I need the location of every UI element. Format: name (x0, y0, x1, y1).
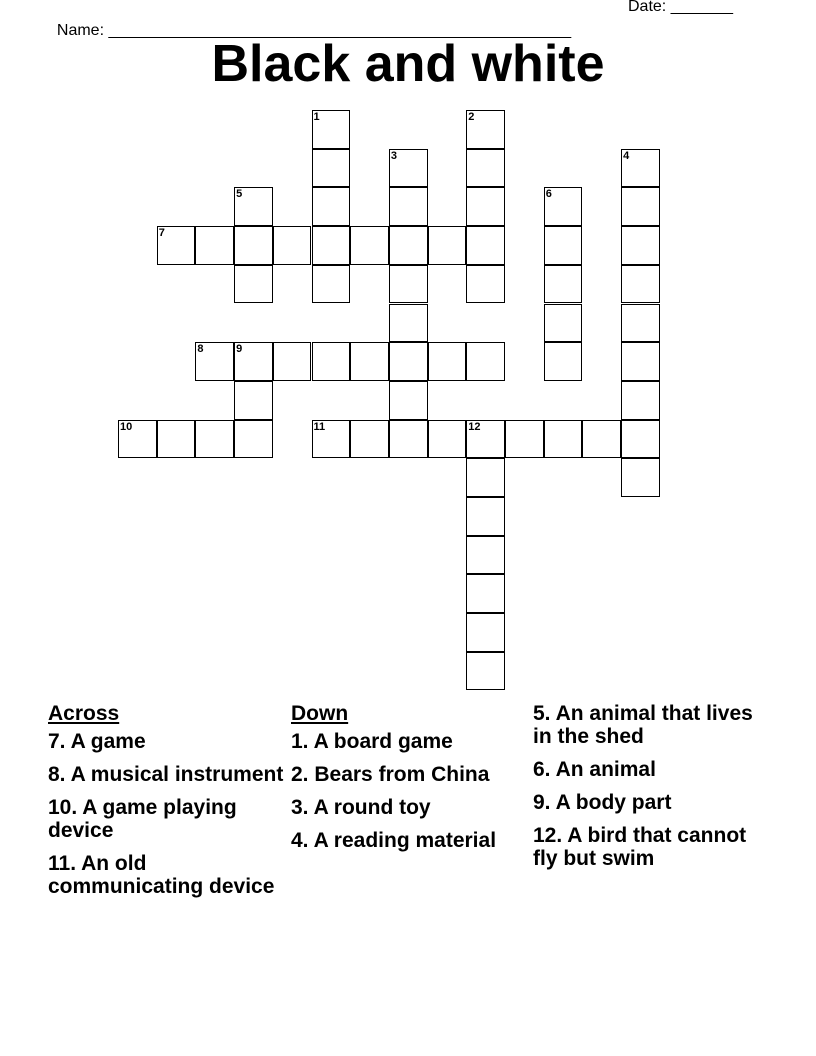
grid-cell[interactable] (621, 187, 660, 226)
cell-number: 5 (236, 188, 243, 201)
clue-down-5: 5. An animal that lives in the shed (533, 702, 753, 748)
grid-cell[interactable] (389, 342, 428, 381)
grid-cell[interactable] (466, 226, 505, 265)
grid-cell[interactable] (621, 226, 660, 265)
grid-cell[interactable] (312, 187, 351, 226)
cell-number: 8 (197, 343, 204, 356)
grid-cell[interactable] (621, 420, 660, 459)
name-field[interactable]: Name: ____________________________________________________ (56, 22, 572, 39)
grid-cell[interactable] (350, 226, 389, 265)
clue-across-7: 7. A game (48, 730, 146, 753)
grid-cell[interactable] (389, 149, 428, 188)
grid-cell[interactable] (466, 652, 505, 691)
grid-cell[interactable] (350, 420, 389, 459)
grid-cell[interactable] (621, 149, 660, 188)
grid-cell[interactable] (544, 420, 583, 459)
cell-number: 11 (313, 420, 326, 433)
grid-cell[interactable] (312, 342, 351, 381)
grid-cell[interactable] (544, 342, 583, 381)
cell-number: 3 (390, 149, 398, 162)
grid-cell[interactable] (389, 265, 428, 304)
cell-number: 10 (120, 420, 133, 433)
clue-down-6: 6. An animal (533, 758, 656, 781)
grid-cell[interactable] (312, 110, 351, 149)
grid-cell[interactable] (466, 265, 505, 304)
grid-cell[interactable] (389, 304, 428, 343)
grid-cell[interactable] (273, 342, 312, 381)
grid-cell[interactable] (157, 420, 196, 459)
clue-down-12: 12. A bird that cannot fly but swim (533, 824, 747, 870)
grid-cell[interactable] (118, 420, 157, 459)
grid-cell[interactable] (157, 226, 196, 265)
cell-number: 4 (623, 149, 630, 162)
grid-cell[interactable] (544, 304, 583, 343)
grid-cell[interactable] (466, 497, 505, 536)
grid-cell[interactable] (389, 187, 428, 226)
grid-cell[interactable] (195, 420, 234, 459)
grid-cell[interactable] (195, 226, 234, 265)
grid-cell[interactable] (621, 342, 660, 381)
grid-cell[interactable] (273, 226, 312, 265)
grid-cell[interactable] (544, 265, 583, 304)
grid-cell[interactable] (234, 342, 273, 381)
grid-cell[interactable] (466, 342, 505, 381)
grid-cell[interactable] (466, 458, 505, 497)
grid-cell[interactable] (466, 110, 505, 149)
grid-cell[interactable] (428, 226, 467, 265)
grid-cell[interactable] (466, 420, 505, 459)
grid-cell[interactable] (234, 265, 273, 304)
clue-down-9: 9. A body part (533, 791, 672, 814)
grid-cell[interactable] (312, 226, 351, 265)
date-field[interactable]: Date: _______ (628, 0, 733, 15)
grid-cell[interactable] (621, 458, 660, 497)
cell-number: 6 (545, 188, 552, 201)
grid-cell[interactable] (544, 226, 583, 265)
clue-across-10: 10. A game playing device (48, 796, 237, 842)
grid-cell[interactable] (234, 381, 273, 420)
grid-cell[interactable] (389, 420, 428, 459)
cell-number: 2 (468, 111, 475, 123)
grid-cell[interactable] (544, 187, 583, 226)
cell-number: 1 (313, 111, 320, 123)
grid-cell[interactable] (428, 420, 467, 459)
grid-cell[interactable] (621, 304, 660, 343)
clue-down-2: 2. Bears from China (291, 763, 490, 786)
grid-cell[interactable] (621, 265, 660, 304)
cell-number: 12 (468, 420, 481, 433)
grid-cell[interactable] (466, 149, 505, 188)
down-heading: Down (291, 702, 349, 725)
clue-across-8: 8. A musical instrument (48, 763, 284, 786)
grid-cell[interactable] (466, 574, 505, 613)
clue-down-1: 1. A board game (291, 730, 453, 753)
grid-cell[interactable] (195, 342, 234, 381)
grid-cell[interactable] (505, 420, 544, 459)
clue-down-3: 3. A round toy (291, 796, 431, 819)
grid-cell[interactable] (466, 613, 505, 652)
grid-cell[interactable] (389, 226, 428, 265)
cell-number: 7 (158, 227, 165, 240)
grid-cell[interactable] (389, 381, 428, 420)
down-clues-continued (533, 702, 773, 880)
grid-cell[interactable] (312, 420, 351, 459)
grid-cell[interactable] (234, 226, 273, 265)
puzzle-title: Black and white (211, 35, 605, 93)
grid-cell[interactable] (234, 420, 273, 459)
grid-cell[interactable] (312, 265, 351, 304)
across-heading: Across (48, 702, 120, 725)
grid-cell[interactable] (428, 342, 467, 381)
down-clues (291, 702, 531, 862)
cell-number: 9 (236, 343, 243, 356)
grid-cell[interactable] (234, 187, 273, 226)
clue-across-11: 11. An old communicating device (48, 852, 275, 898)
grid-cell[interactable] (312, 149, 351, 188)
clue-down-4: 4. A reading material (291, 829, 497, 852)
grid-cell[interactable] (621, 381, 660, 420)
grid-cell[interactable] (350, 342, 389, 381)
across-clues (48, 702, 288, 908)
grid-cell[interactable] (466, 187, 505, 226)
grid-cell[interactable] (582, 420, 621, 459)
grid-cell[interactable] (466, 536, 505, 575)
